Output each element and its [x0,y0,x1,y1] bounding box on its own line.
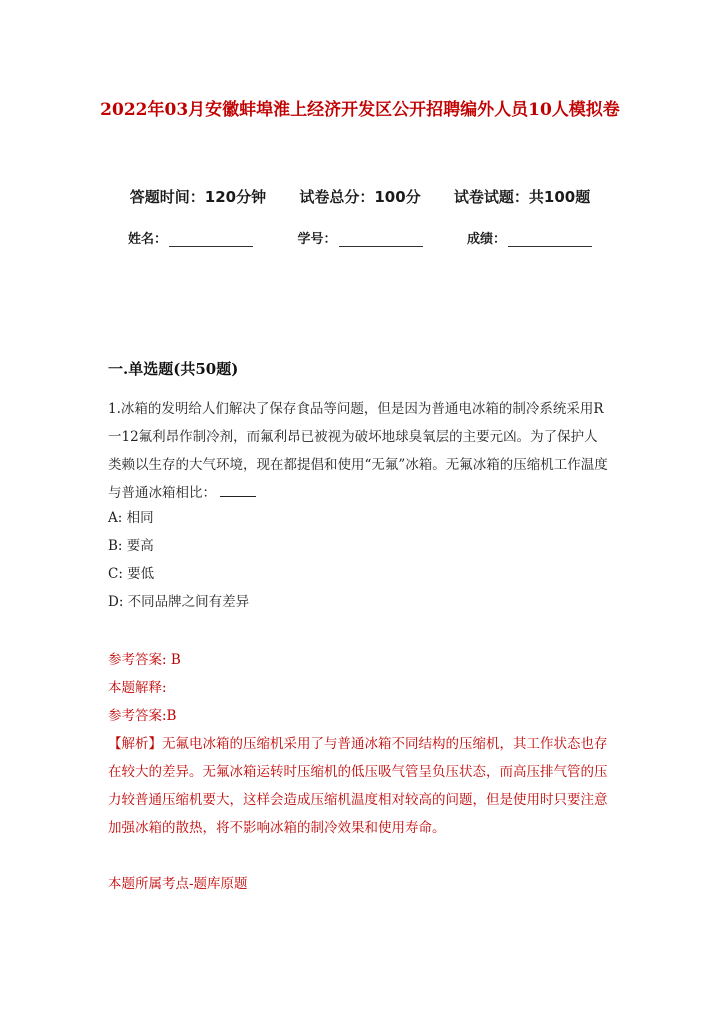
name-blank [169,232,253,247]
grade-field [467,228,592,247]
source-note: 本题所属考点-题库原题 [108,876,248,892]
question-text: 1.冰箱的发明给人们解决了保存食品等问题，但是因为普通电冰箱的制冷系统采用R一12氟利昂作制冷剂，而氟利昂已被视为破坏地球臭氧层的主要元凶。为了保护人类赖以生存的大气环境，现在都提倡和使用“无氟”冰箱。无氟冰箱的压缩机工作温度与普通冰箱相比： [108,401,608,501]
option-b: B: 要高 [108,538,154,554]
reference-answer: 参考答案: B [108,652,181,668]
grade-label: 成绩： [467,232,507,247]
option-c: C: 要低 [108,566,155,582]
exam-question-count: 试卷试题：共100题 [453,188,591,206]
reference-answer-2: 参考答案:B [108,708,177,724]
student-id-blank [339,232,423,247]
exam-meta [0,186,720,207]
name-label: 姓名： [127,232,167,247]
question-answer-blank [220,482,256,497]
student-id-field [297,228,422,247]
section-title: 一.单选题(共50题) [108,360,239,378]
option-d: D: 不同品牌之间有差异 [108,594,250,610]
options-list [108,504,249,616]
explanation-text: 【解析】无氟电冰箱的压缩机采用了与普通冰箱不同结构的压缩机，其工作状态也存在较大的差异。无氟冰箱运转时压缩机的低压吸气管呈负压状态，而高压排气管的压力较普通压缩机要大，这样会造成压缩机温度相对较高的问题，但是使用时只要注意加强冰箱的散热，将不影响冰箱的制冷效果和使用寿命。 [108,736,608,836]
document-title: 2022年03月安徽蚌埠淮上经济开发区公开招聘编外人员10人模拟卷 [100,100,620,120]
exam-total-score: 试卷总分：100分 [299,188,421,206]
grade-blank [508,232,592,247]
question-1 [108,395,608,507]
explanation-label: 本题解释: [108,680,167,696]
name-field [128,228,253,247]
student-id-label: 学号： [297,232,337,247]
student-fields [0,228,720,247]
answer-block [108,646,608,730]
exam-time: 答题时间：120分钟 [129,188,267,206]
option-a: A: 相同 [108,510,154,526]
